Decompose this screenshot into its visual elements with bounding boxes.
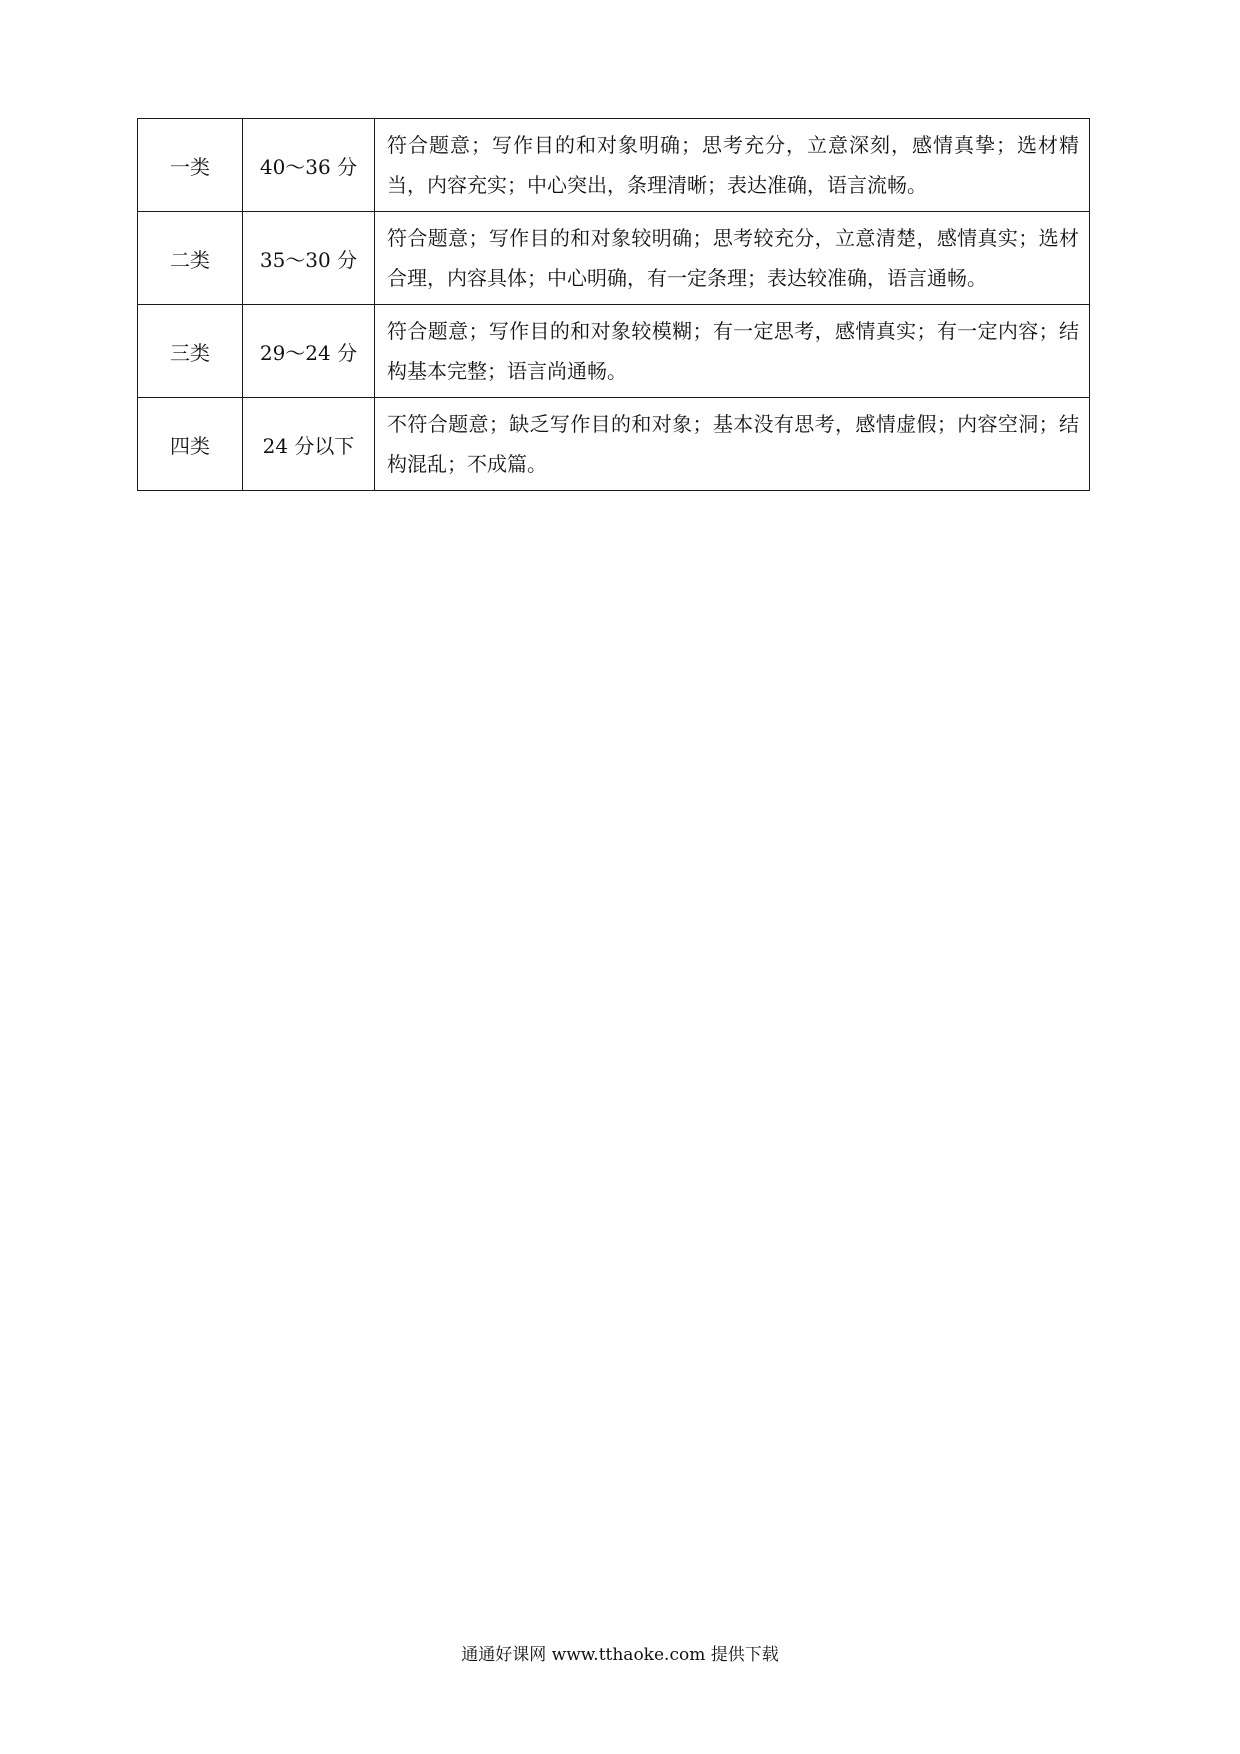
scoring-rubric-table	[137, 118, 1090, 491]
criteria-cell: 符合题意；写作目的和对象明确；思考充分，立意深刻，感情真挚；选材精当，内容充实；中心突出，条理清晰；表达准确，语言流畅。	[375, 119, 1090, 212]
score-range-cell: 40～36 分	[243, 119, 375, 212]
score-range-cell: 35～30 分	[243, 212, 375, 305]
category-cell: 一类	[138, 119, 243, 212]
category-cell: 四类	[138, 398, 243, 491]
criteria-cell: 不符合题意；缺乏写作目的和对象；基本没有思考，感情虚假；内容空洞；结构混乱；不成篇。	[375, 398, 1090, 491]
category-cell: 三类	[138, 305, 243, 398]
page-footer: 通通好课网 www.tthaoke.com 提供下载	[461, 1645, 779, 1665]
table-row	[138, 305, 1090, 398]
table-row	[138, 212, 1090, 305]
table-row	[138, 398, 1090, 491]
table-row	[138, 119, 1090, 212]
criteria-cell: 符合题意；写作目的和对象较明确；思考较充分，立意清楚，感情真实；选材合理，内容具体；中心明确，有一定条理；表达较准确，语言通畅。	[375, 212, 1090, 305]
criteria-cell: 符合题意；写作目的和对象较模糊；有一定思考，感情真实；有一定内容；结构基本完整；语言尚通畅。	[375, 305, 1090, 398]
score-range-cell: 24 分以下	[243, 398, 375, 491]
score-range-cell: 29～24 分	[243, 305, 375, 398]
category-cell: 二类	[138, 212, 243, 305]
